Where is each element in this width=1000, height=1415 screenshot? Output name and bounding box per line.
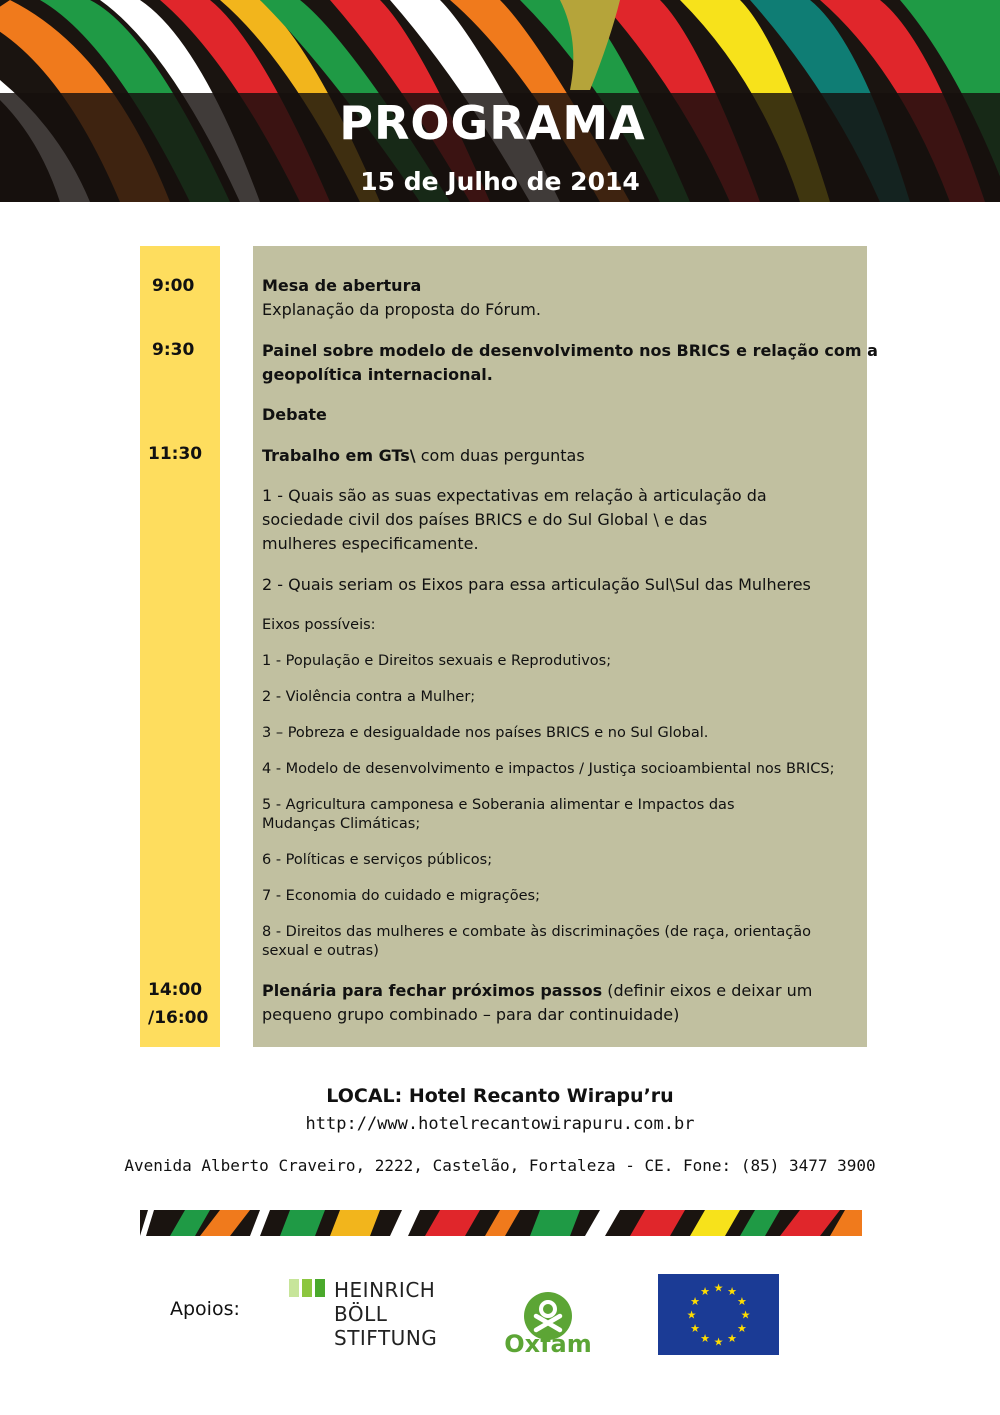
event-date: 15 de Julho de 2014: [360, 167, 640, 196]
eu-star-icon: ★: [700, 1285, 710, 1299]
opening-desc: Explanação da proposta do Fórum.: [262, 300, 541, 319]
plenary-desc: (definir eixos e deixar um: [602, 981, 813, 1000]
eu-star-icon: ★: [727, 1285, 737, 1299]
eu-flag: [658, 1274, 779, 1355]
heinrich-boll-logo: [334, 1278, 437, 1350]
plenary-title: Plenária para fechar próximos passos: [262, 981, 603, 1000]
panel-title-line1: Painel sobre modelo de desenvolvimento nos BRICS e relação com a: [262, 341, 878, 360]
question-2: 2 - Quais seriam os Eixos para essa articulação Sul\Sul das Mulheres: [262, 575, 811, 594]
time-slot: 14:00: [148, 980, 203, 1000]
eu-stars-icon: [658, 1274, 779, 1355]
time-slot: 9:30: [152, 340, 195, 360]
program-item: [262, 979, 812, 1003]
program-item: [262, 339, 878, 363]
program-item: [262, 403, 327, 427]
heinrich-logo-line: HEINRICH: [334, 1278, 436, 1302]
debate-title: Debate: [262, 405, 327, 424]
opening-title: Mesa de abertura: [262, 276, 422, 295]
axis-item: sexual e outras): [262, 943, 379, 959]
eu-star-icon: ★: [690, 1295, 701, 1308]
eu-star-icon: ★: [686, 1308, 697, 1322]
footer-pattern: [140, 1210, 862, 1236]
sponsors-label: Apoios:: [170, 1298, 240, 1320]
work-desc: com duas perguntas: [415, 446, 585, 465]
axis-item: 3 – Pobreza e desigualdade nos países BRICS e no Sul Global.: [262, 725, 709, 741]
time-slot: /16:00: [148, 1008, 209, 1028]
program-item: [262, 274, 421, 298]
footer-strip: [140, 1210, 862, 1236]
venue-url[interactable]: http://www.hotelrecantowirapuru.com.br: [305, 1114, 695, 1134]
axis-item: 1 - População e Direitos sexuais e Reprodutivos;: [262, 653, 612, 669]
axis-item: Mudanças Climáticas;: [262, 816, 421, 832]
panel-title-line2: geopolítica internacional.: [262, 365, 493, 384]
heinrich-logo-line: BÖLL: [334, 1302, 388, 1326]
time-slot: 11:30: [148, 444, 203, 464]
heinrich-logo-line: STIFTUNG: [334, 1326, 438, 1350]
axis-item: 4 - Modelo de desenvolvimento e impactos / Justiça socioambiental nos BRICS;: [262, 761, 835, 777]
venue-name: LOCAL: Hotel Recanto Wirapu’ru: [326, 1085, 674, 1107]
axis-item: 5 - Agricultura camponesa e Soberania alimentar e Impactos das: [262, 797, 735, 813]
question-1-line2: sociedade civil dos países BRICS e do Sul Global \ e das: [262, 510, 708, 529]
eu-star-icon: ★: [690, 1322, 701, 1335]
eu-star-icon: ★: [736, 1295, 747, 1308]
time-slot: 9:00: [152, 276, 195, 296]
heinrich-boll-logo-icon: [289, 1279, 325, 1297]
page-title: PROGRAMA: [339, 96, 646, 150]
eu-star-icon: ★: [700, 1331, 710, 1345]
oxfam-logo-text: Oxfam: [504, 1330, 592, 1358]
plenary-desc-line2: pequeno grupo combinado – para dar continuidade): [262, 1005, 680, 1024]
eu-star-icon: ★: [727, 1331, 737, 1345]
question-1-line1: 1 - Quais são as suas expectativas em relação à articulação da: [262, 486, 767, 505]
program-item: [262, 444, 585, 468]
axis-item: 6 - Políticas e serviços públicos;: [262, 852, 493, 868]
eu-star-icon: ★: [713, 1335, 724, 1349]
eu-star-icon: ★: [713, 1281, 724, 1295]
eu-star-icon: ★: [736, 1322, 747, 1335]
axis-item: 2 - Violência contra a Mulher;: [262, 689, 476, 705]
venue-address: Avenida Alberto Craveiro, 2222, Castelão, Fortaleza - CE. Fone: (85) 3477 3900: [124, 1156, 876, 1175]
question-1-line3: mulheres especificamente.: [262, 534, 479, 553]
time-column: [140, 246, 220, 1047]
work-title: Trabalho em GTs\: [262, 446, 416, 465]
program-item: [262, 363, 493, 387]
eu-star-icon: ★: [740, 1308, 751, 1322]
axis-item: 7 - Economia do cuidado e migrações;: [262, 888, 540, 904]
axis-item: 8 - Direitos das mulheres e combate às discriminações (de raça, orientação: [262, 924, 811, 940]
axes-label: Eixos possíveis:: [262, 617, 376, 633]
